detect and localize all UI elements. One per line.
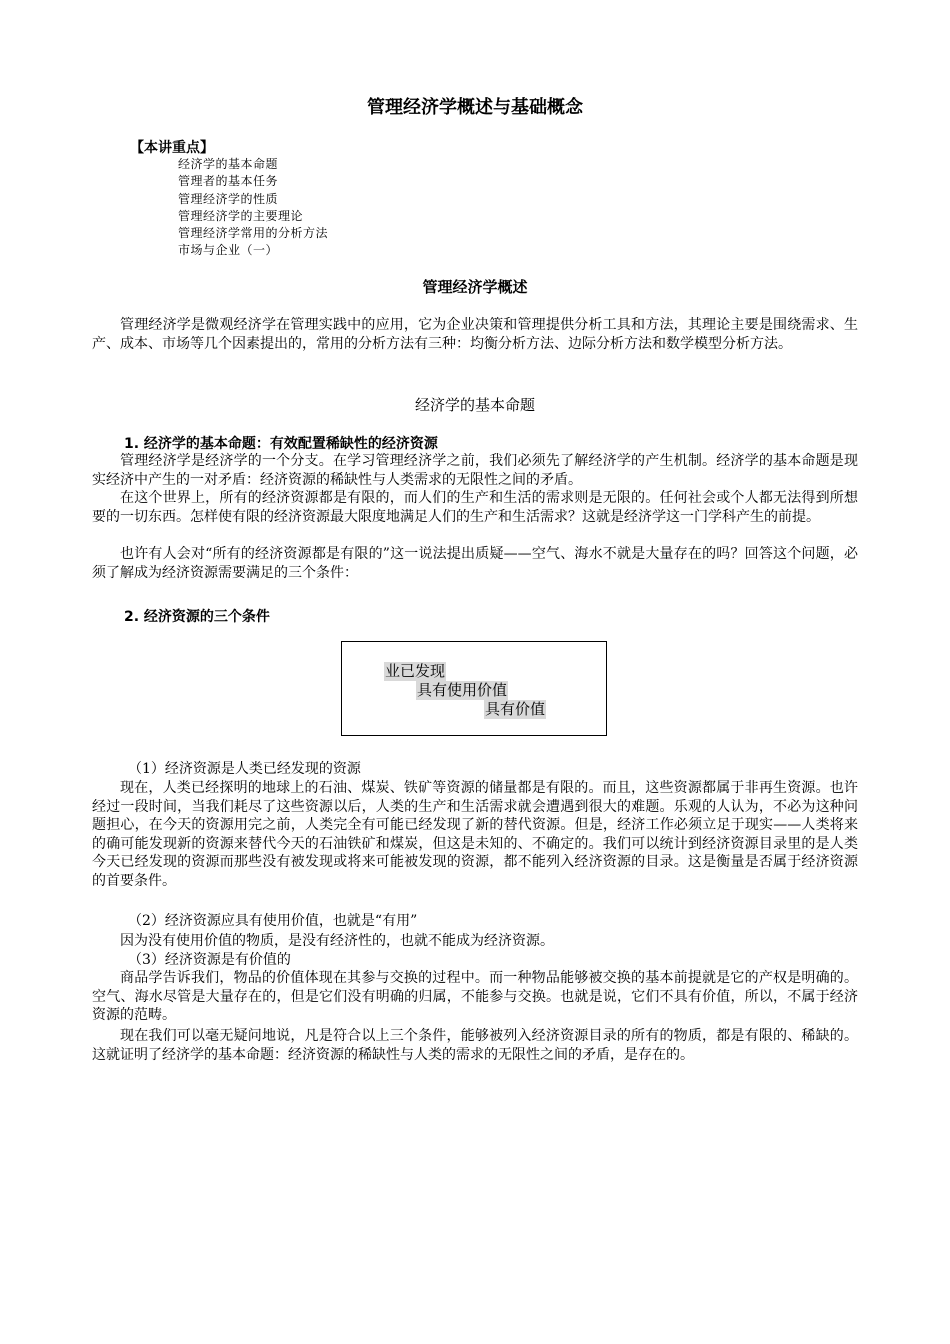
condition-2-body: 因为没有使用价值的物质，是没有经济性的，也就不能成为经济资源。 [120,933,554,949]
list-item: 管理经济学常用的分析方法 [178,226,329,241]
condition-discovered: 业已发现 [385,662,446,680]
basic-proposition-heading: 经济学的基本命题 [414,396,535,414]
list-item: 市场与企业（一） [178,243,279,258]
basic-paragraph-3: 也许有人会对“所有的经济资源都是有限的”这一说法提出质疑——空气、海水不就是大量存在的吗？回答这个问题，必须了解成为经济资源需要满足的三个条件： [92,546,858,581]
conclusion-paragraph: 现在我们可以毫无疑问地说，凡是符合以上三个条件，能够被列入经济资源目录的所有的物质，都是有限的、稀缺的。这就证明了经济学的基本命题：经济资源的稀缺性与人类的需求的无限性之间的矛盾，是存在的。 [92,1028,858,1063]
condition-1-title: （1）经济资源是人类已经发现的资源 [128,761,361,777]
condition-value: 具有价值 [485,700,546,718]
subsection-2-heading: 2. 经济资源的三个条件 [124,609,270,625]
overview-paragraph: 管理经济学是微观经济学在管理实践中的应用，它为企业决策和管理提供分析工具和方法，其理论主要是围绕需求、生产、成本、市场等几个因素提出的，常用的分析方法有三种：均衡分析方法、边际分析方法和数学模型分析方法。 [92,317,858,352]
list-item: 经济学的基本命题 [178,157,279,171]
condition-use-value: 具有使用价值 [417,681,508,699]
list-item: 管理经济学的性质 [178,191,279,206]
list-item: 管理者的基本任务 [178,174,279,189]
condition-3-title: （3）经济资源是有价值的 [128,952,291,968]
key-points-list [178,156,328,260]
basic-paragraph-1: 管理经济学是经济学的一个分支。在学习管理经济学之前，我们必须先了解经济学的产生机制。经济学的基本命题是现实经济中产生的一对矛盾：经济资源的稀缺性与人类需求的无限性之间的矛盾。 [92,453,858,488]
condition-3-body: 商品学告诉我们，物品的价值体现在其参与交换的过程中。而一种物品能够被交换的基本前提就是它的产权是明确的。空气、海水尽管是大量存在的，但是它们没有明确的归属，不能参与交换。也就是说，它们不具有价值，所以，不属于经济资源的范畴。 [92,970,858,1023]
basic-paragraph-2: 在这个世界上，所有的经济资源都是有限的，而人们的生产和生活的需求则是无限的。任何社会或个人都无法得到所想要的一切东西。怎样使有限的经济资源最大限度地满足人们的生产和生活需求？这就是经济学这一门学科产生的前提。 [92,490,858,525]
condition-1-body: 现在，人类已经探明的地球上的石油、煤炭、铁矿等资源的储量都是有限的。而且，这些资源都属于非再生资源。也许经过一段时间，当我们耗尽了这些资源以后，人类的生产和生活需求就会遭遇到很大的难题。乐观的人认为，不必为这种问题担心，在今天的资源用完之前，人类完全有可能已经发现了新的替代资源。但是，经济工作必须立足于现实——人类将来的确可能发现新的资源来替代今天的石油铁矿和煤炭，但这是未知的、不确定的。我们可以统计到经济资源目录里的是人类今天已经发现的资源而那些没有被发现或将来可能被发现的资源，都不能列入经济资源的目录。这是衡量是否属于经济资源的首要条件。 [92,780,858,889]
subsection-1-heading: 1. 经济学的基本命题：有效配置稀缺性的经济资源 [124,436,438,452]
three-conditions-box [341,641,607,736]
key-points-heading: 【本讲重点】 [130,140,214,156]
overview-heading: 管理经济学概述 [422,278,528,296]
page-title: 管理经济学概述与基础概念 [367,97,583,118]
list-item: 管理经济学的主要理论 [178,208,304,223]
condition-2-title: （2）经济资源应具有使用价值，也就是“有用” [128,913,418,929]
